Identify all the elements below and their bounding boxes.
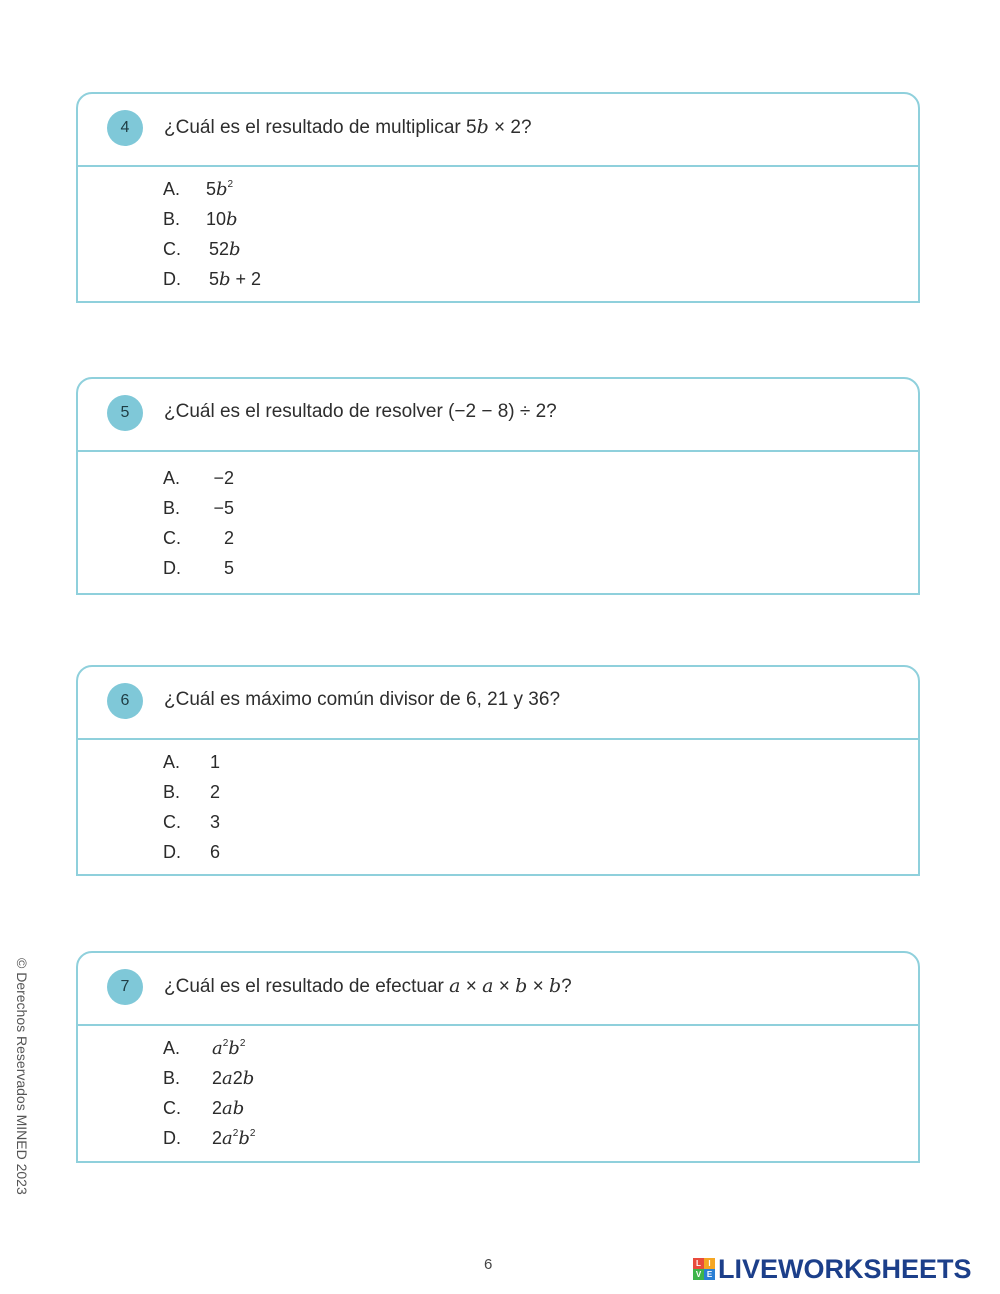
question-number-badge: 7 bbox=[107, 969, 143, 1005]
question-header bbox=[78, 94, 918, 167]
question-text: ¿Cuál es el resultado de resolver (−2 − 8) ÷ 2? bbox=[164, 401, 557, 422]
liveworksheets-logo[interactable] bbox=[693, 1253, 972, 1284]
option-letter: D. bbox=[163, 558, 181, 578]
option-b[interactable] bbox=[78, 780, 918, 810]
option-letter: D. bbox=[163, 269, 181, 289]
option-value: 2 bbox=[210, 782, 221, 802]
option-letter: A. bbox=[163, 468, 181, 488]
option-c[interactable] bbox=[78, 810, 918, 840]
question-number-badge: 6 bbox=[107, 683, 143, 719]
question-card-5 bbox=[76, 377, 920, 595]
option-value: 6 bbox=[210, 842, 221, 862]
question-card-7 bbox=[76, 951, 920, 1163]
question-text: ¿Cuál es el resultado de multiplicar 5b × 2? bbox=[164, 116, 532, 138]
option-a[interactable] bbox=[78, 1036, 918, 1066]
option-value: −2 bbox=[213, 468, 234, 488]
page-number: 6 bbox=[484, 1256, 493, 1273]
option-letter: B. bbox=[163, 1068, 181, 1088]
logo-mark-letter-v: V bbox=[693, 1269, 704, 1280]
option-letter: B. bbox=[163, 782, 181, 802]
option-value: 5 bbox=[223, 558, 234, 578]
option-value: $2a^2b^2$ bbox=[212, 1128, 256, 1149]
options-list bbox=[78, 1026, 918, 1156]
option-value: $5b^2$ bbox=[206, 179, 234, 200]
question-card-4 bbox=[76, 92, 920, 303]
option-b[interactable] bbox=[78, 496, 918, 526]
logo-mark-letter-i: I bbox=[704, 1258, 715, 1269]
question-header bbox=[78, 953, 918, 1026]
question-number-badge: 5 bbox=[107, 395, 143, 431]
option-letter: D. bbox=[163, 842, 181, 862]
option-c[interactable] bbox=[78, 526, 918, 556]
option-value: 10b bbox=[206, 209, 238, 230]
option-d[interactable] bbox=[78, 840, 918, 870]
option-value: $a^2b^2$ bbox=[212, 1038, 246, 1059]
option-letter: A. bbox=[163, 179, 181, 199]
option-letter: C. bbox=[163, 528, 181, 548]
option-d[interactable] bbox=[78, 556, 918, 586]
options-list bbox=[78, 740, 918, 870]
option-letter: C. bbox=[163, 1098, 181, 1118]
option-letter: B. bbox=[163, 498, 181, 518]
logo-mark-letter-l: L bbox=[693, 1258, 704, 1269]
option-value: 2 bbox=[223, 528, 234, 548]
options-list bbox=[78, 452, 918, 586]
option-c[interactable] bbox=[78, 237, 918, 267]
option-value: 2a2b bbox=[212, 1068, 255, 1089]
option-value: 52b bbox=[209, 239, 241, 260]
option-letter: A. bbox=[163, 1038, 181, 1058]
logo-text: LIVEWORKSHEETS bbox=[718, 1253, 972, 1284]
option-value: −5 bbox=[213, 498, 234, 518]
option-b[interactable] bbox=[78, 1066, 918, 1096]
question-header bbox=[78, 379, 918, 452]
option-d[interactable] bbox=[78, 1126, 918, 1156]
option-a[interactable] bbox=[78, 750, 918, 780]
option-b[interactable] bbox=[78, 207, 918, 237]
question-number-badge: 4 bbox=[107, 110, 143, 146]
question-text: ¿Cuál es el resultado de efectuar a × a × b × b? bbox=[164, 975, 572, 997]
question-card-6 bbox=[76, 665, 920, 876]
question-text: ¿Cuál es máximo común divisor de 6, 21 y 36? bbox=[164, 689, 561, 710]
option-a[interactable] bbox=[78, 177, 918, 207]
option-d[interactable] bbox=[78, 267, 918, 297]
option-value: 1 bbox=[210, 752, 221, 772]
option-letter: D. bbox=[163, 1128, 181, 1148]
logo-mark-icon bbox=[693, 1258, 715, 1280]
option-letter: C. bbox=[163, 239, 181, 259]
option-value: 3 bbox=[210, 812, 221, 832]
option-c[interactable] bbox=[78, 1096, 918, 1126]
option-value: 5b + 2 bbox=[209, 269, 262, 290]
question-header bbox=[78, 667, 918, 740]
options-list bbox=[78, 167, 918, 297]
option-letter: B. bbox=[163, 209, 181, 229]
option-letter: C. bbox=[163, 812, 181, 832]
option-value: 2ab bbox=[212, 1098, 245, 1119]
logo-mark-letter-e: E bbox=[704, 1269, 715, 1280]
option-letter: A. bbox=[163, 752, 181, 772]
copyright-notice: © Derechos Reservados MINED 2023 bbox=[14, 958, 30, 1195]
option-a[interactable] bbox=[78, 466, 918, 496]
